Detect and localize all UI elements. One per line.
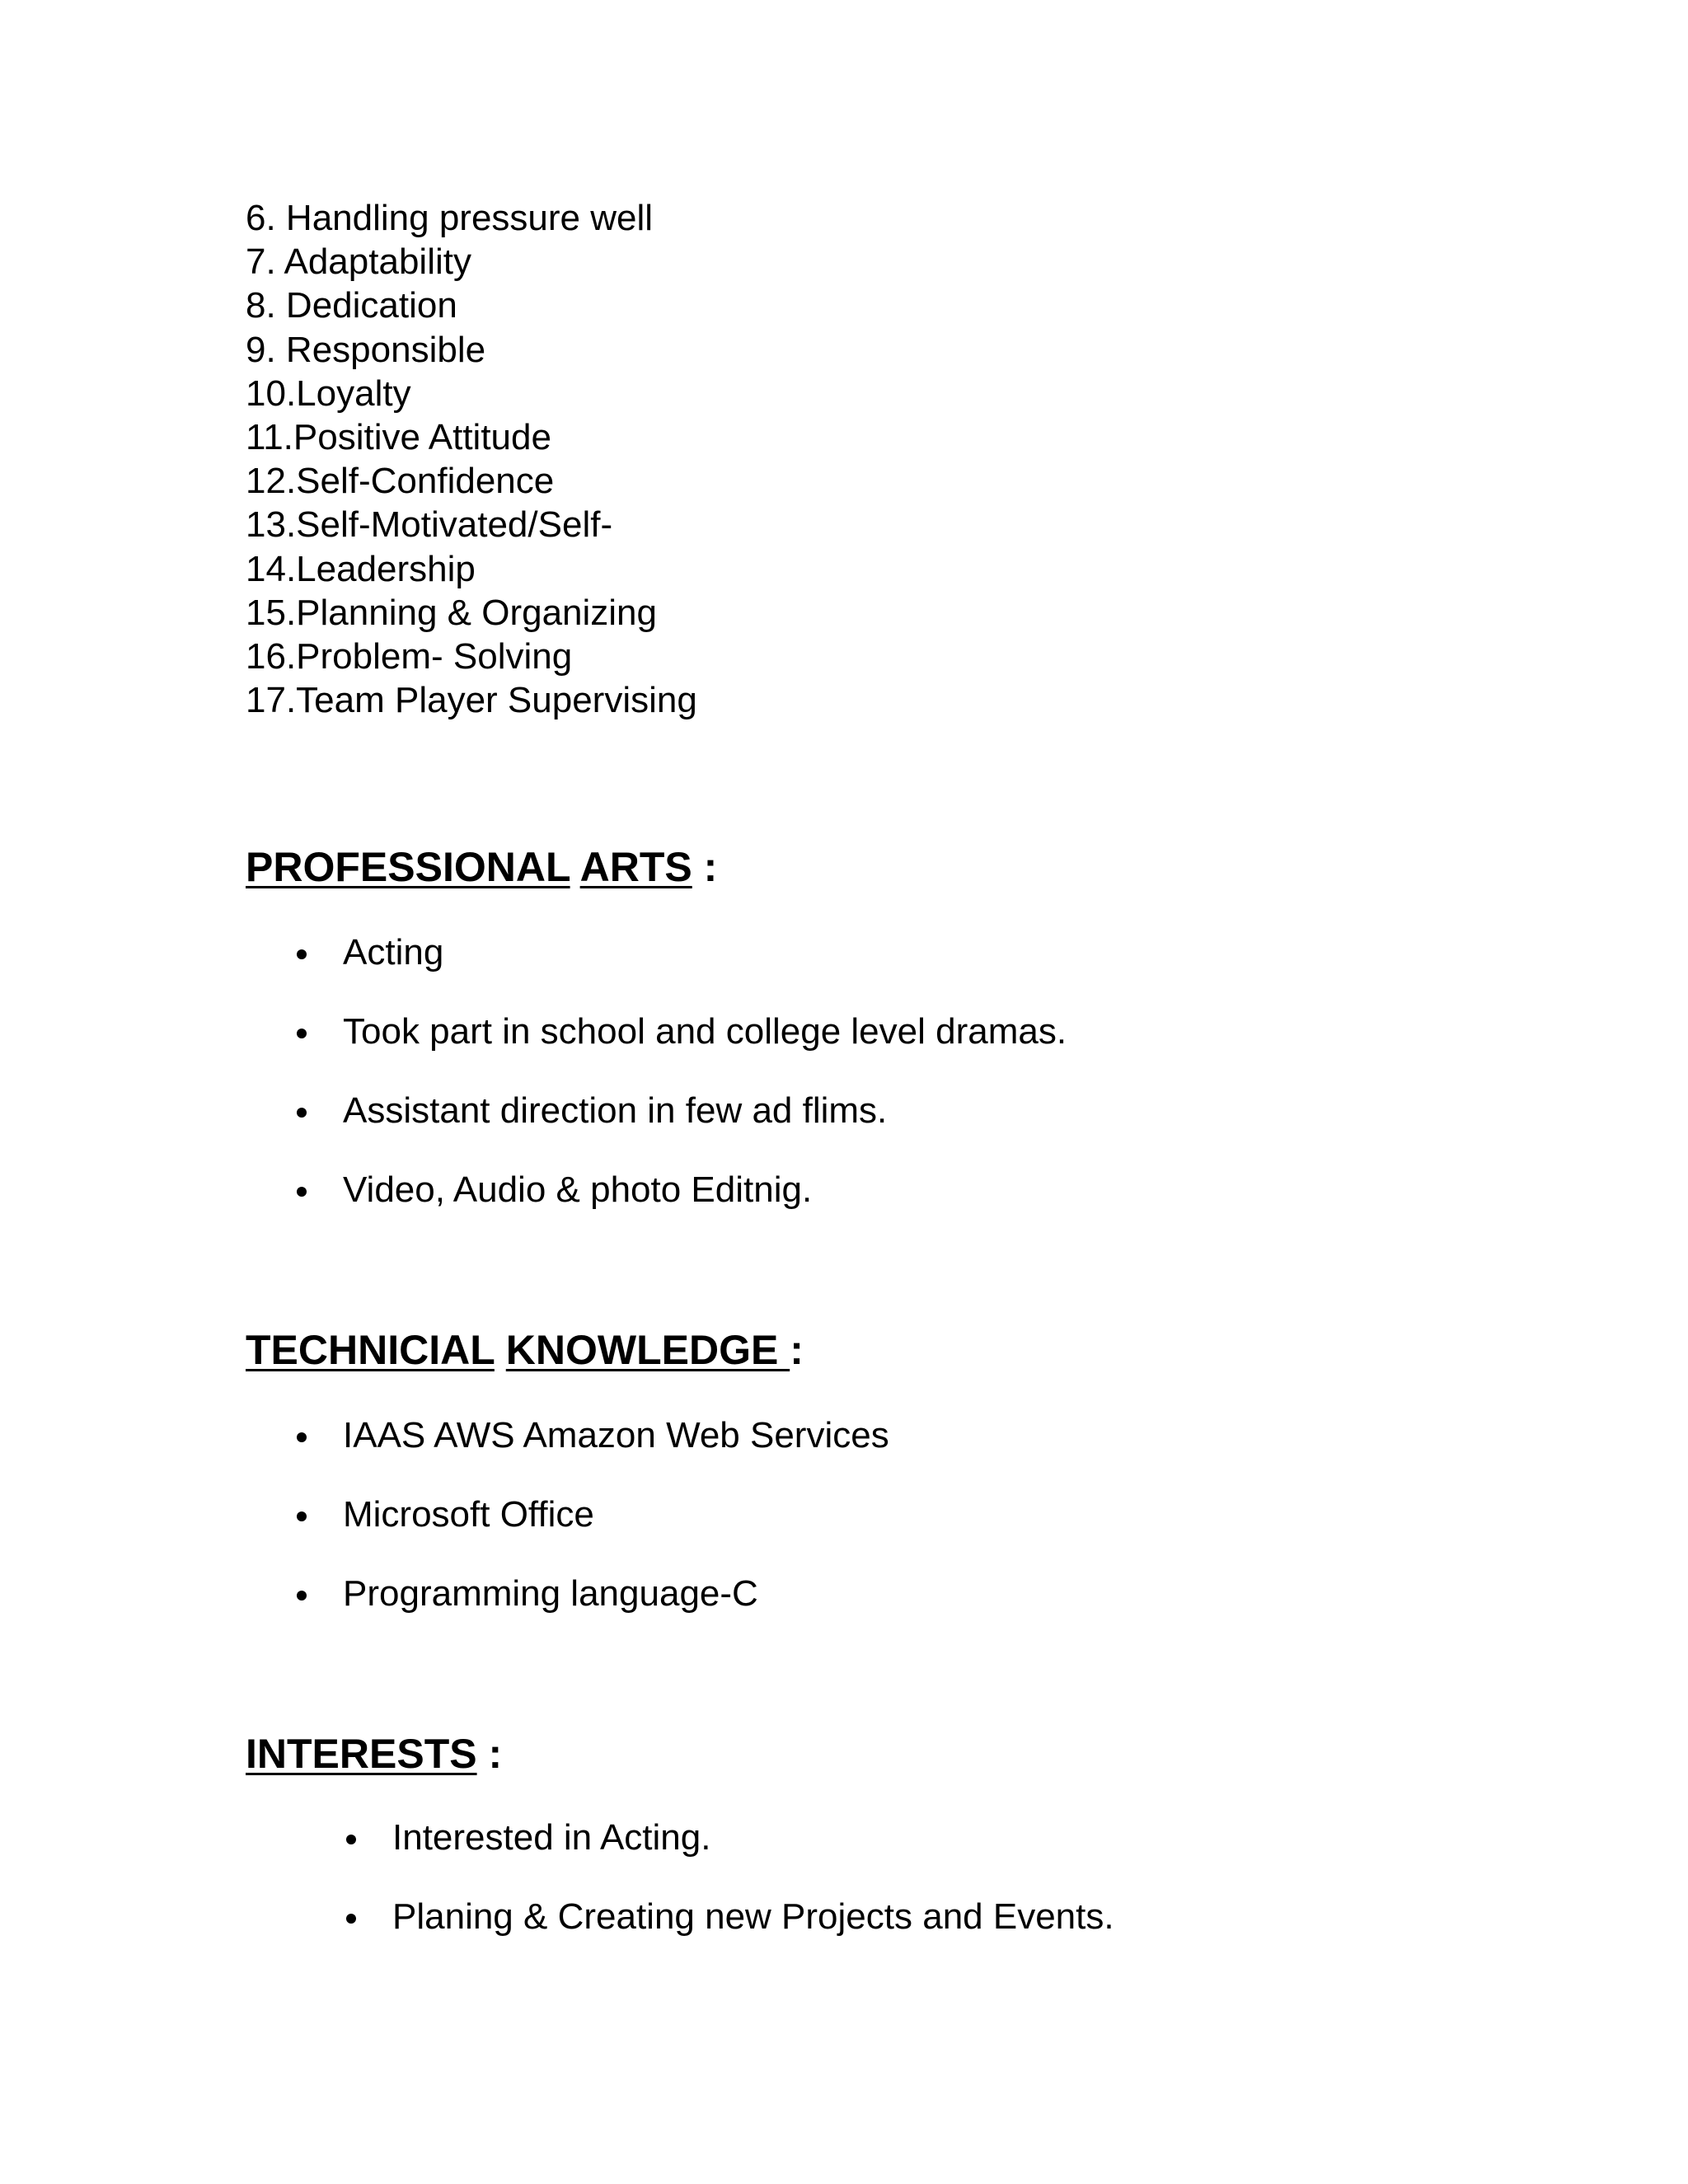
list-item-text: Planing & Creating new Projects and Events. bbox=[392, 1896, 1114, 1937]
list-item: 11.Positive Attitude bbox=[246, 417, 551, 458]
technical-knowledge-list bbox=[343, 1414, 889, 1652]
bullet-icon bbox=[297, 1511, 307, 1521]
heading-suffix: : bbox=[476, 1731, 503, 1777]
bullet-icon bbox=[346, 1914, 356, 1924]
heading-word: PROFESSIONAL bbox=[246, 844, 570, 890]
heading-suffix: : bbox=[692, 844, 718, 890]
list-item: 9. Responsible bbox=[246, 329, 486, 370]
list-item-text: Microsoft Office bbox=[343, 1494, 594, 1535]
heading-word: TECHNICIAL bbox=[246, 1327, 495, 1373]
list-item-text: Programming language-C bbox=[343, 1573, 758, 1614]
technical-knowledge-heading bbox=[246, 1325, 804, 1375]
list-item: 13.Self-Motivated/Self- bbox=[246, 504, 613, 546]
list-item-text: Interested in Acting. bbox=[392, 1817, 711, 1858]
list-item bbox=[343, 1414, 889, 1457]
list-item: 10.Loyalty bbox=[246, 373, 411, 414]
list-item bbox=[343, 1572, 889, 1615]
heading-word: ARTS bbox=[579, 844, 692, 890]
heading-suffix: : bbox=[790, 1327, 804, 1373]
qualities-list bbox=[246, 196, 697, 722]
bullet-icon bbox=[297, 1108, 307, 1118]
list-item: 7. Adaptability bbox=[246, 241, 471, 283]
list-item: 14.Leadership bbox=[246, 548, 476, 589]
professional-arts-list bbox=[343, 931, 1067, 1248]
heading-word: KNOWLEDGE bbox=[505, 1327, 790, 1373]
list-item-text: IAAS AWS Amazon Web Services bbox=[343, 1415, 889, 1455]
list-item bbox=[343, 1169, 1067, 1212]
list-item-text: Assistant direction in few ad flims. bbox=[343, 1090, 888, 1131]
list-item: 8. Dedication bbox=[246, 285, 457, 326]
heading-word: INTERESTS bbox=[246, 1731, 477, 1777]
list-item bbox=[343, 1010, 1067, 1053]
list-item bbox=[343, 1493, 889, 1536]
list-item bbox=[392, 1816, 1114, 1859]
list-item-text: Video, Audio & photo Editnig. bbox=[343, 1169, 813, 1210]
bullet-icon bbox=[297, 1029, 307, 1038]
list-item-text: Acting bbox=[343, 932, 444, 972]
list-item: 6. Handling pressure well bbox=[246, 198, 654, 238]
interests-heading bbox=[246, 1729, 502, 1779]
list-item: 15.Planning & Organizing bbox=[246, 592, 657, 633]
list-item: 12.Self-Confidence bbox=[246, 461, 555, 502]
professional-arts-heading bbox=[246, 842, 717, 892]
list-item: 17.Team Player Supervising bbox=[246, 680, 697, 721]
bullet-icon bbox=[297, 1432, 307, 1442]
list-item: 16.Problem- Solving bbox=[246, 636, 573, 677]
list-item bbox=[343, 1090, 1067, 1132]
bullet-icon bbox=[346, 1835, 356, 1844]
bullet-icon bbox=[297, 949, 307, 959]
list-item-text: Took part in school and college level dramas. bbox=[343, 1011, 1067, 1052]
interests-list bbox=[392, 1816, 1114, 1975]
bullet-icon bbox=[297, 1187, 307, 1197]
list-item bbox=[392, 1896, 1114, 1938]
bullet-icon bbox=[297, 1591, 307, 1601]
list-item bbox=[343, 931, 1067, 974]
